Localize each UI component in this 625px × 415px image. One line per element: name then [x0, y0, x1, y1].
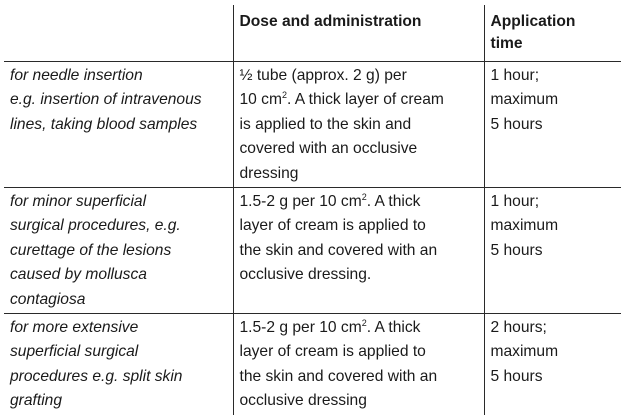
dose-line	[240, 365, 478, 389]
table-row	[4, 62, 621, 188]
time-line: 2 hours;	[490, 319, 547, 337]
dose-text: layer of cream is applied to	[239, 343, 426, 361]
dose-text: 10 cm	[239, 91, 282, 109]
table-row	[4, 314, 621, 415]
header-row	[4, 5, 621, 62]
superscript: 2	[361, 317, 367, 328]
time-line: maximum	[490, 91, 559, 109]
header-time-text: Application time	[490, 13, 576, 52]
time-line: maximum	[490, 343, 559, 361]
dose-text: the skin and covered with an	[239, 367, 438, 385]
use-line: curettage of the lesions	[10, 241, 172, 259]
use-line: e.g. insertion of intravenous	[10, 91, 202, 109]
use-line: superficial surgical	[10, 343, 139, 361]
dose-line	[240, 113, 478, 137]
dose-cell	[233, 314, 484, 415]
time-cell	[484, 62, 621, 188]
dose-line	[240, 389, 478, 413]
dose-text: layer of cream is applied to	[239, 217, 426, 235]
dose-text: . A thick layer of cream	[286, 91, 444, 109]
use-cell	[4, 314, 233, 415]
dose-line	[240, 214, 478, 238]
time-line: 5 hours	[490, 367, 543, 385]
dose-text: is applied to the skin and	[239, 115, 412, 133]
dose-line	[240, 340, 478, 364]
dose-text: 1.5-2 g per 10 cm	[239, 319, 362, 337]
dose-text: . A thick	[366, 193, 421, 211]
header-use	[4, 5, 233, 62]
time-line: maximum	[490, 217, 559, 235]
dose-cell	[233, 188, 484, 314]
dose-text: ½ tube (approx. 2 g) per	[239, 67, 407, 84]
dose-text: the skin and covered with an	[239, 241, 438, 259]
dose-text: occlusive dressing	[239, 392, 367, 410]
dose-line	[240, 137, 478, 161]
use-line: surgical procedures, e.g.	[10, 217, 181, 235]
dose-line	[240, 88, 478, 112]
use-line: for more extensive	[10, 319, 139, 337]
header-dose: Dose and administration	[233, 5, 484, 62]
dose-text: . A thick	[366, 319, 421, 337]
use-line: contagiosa	[10, 290, 86, 308]
time-line: 5 hours	[490, 241, 543, 259]
use-cell	[4, 188, 233, 314]
use-line: lines, taking blood samples	[10, 115, 198, 133]
header-time	[484, 5, 621, 62]
use-line: for minor superficial	[10, 193, 147, 211]
time-line: 1 hour;	[490, 67, 540, 84]
table-row	[4, 188, 621, 314]
dose-text: occlusive dressing.	[239, 266, 372, 284]
use-line: grafting	[10, 392, 63, 410]
time-line: 5 hours	[490, 115, 543, 133]
dose-line	[240, 316, 478, 340]
time-line: 1 hour;	[490, 193, 540, 211]
dose-text: 1.5-2 g per 10 cm	[239, 193, 362, 211]
dose-line	[240, 162, 478, 186]
time-cell	[484, 314, 621, 415]
use-line: for needle insertion	[10, 67, 143, 84]
dosage-table	[4, 5, 621, 415]
dose-line	[240, 64, 478, 88]
dose-cell	[233, 62, 484, 188]
dose-line	[240, 190, 478, 214]
superscript: 2	[281, 90, 287, 101]
use-line: caused by mollusca	[10, 266, 147, 284]
use-line: procedures e.g. split skin	[10, 367, 183, 385]
use-cell	[4, 62, 233, 188]
dose-line	[240, 263, 478, 287]
dose-text: covered with an occlusive	[239, 140, 418, 158]
dose-line	[240, 239, 478, 263]
time-cell	[484, 188, 621, 314]
superscript: 2	[361, 191, 367, 202]
dose-text: dressing	[239, 164, 299, 182]
